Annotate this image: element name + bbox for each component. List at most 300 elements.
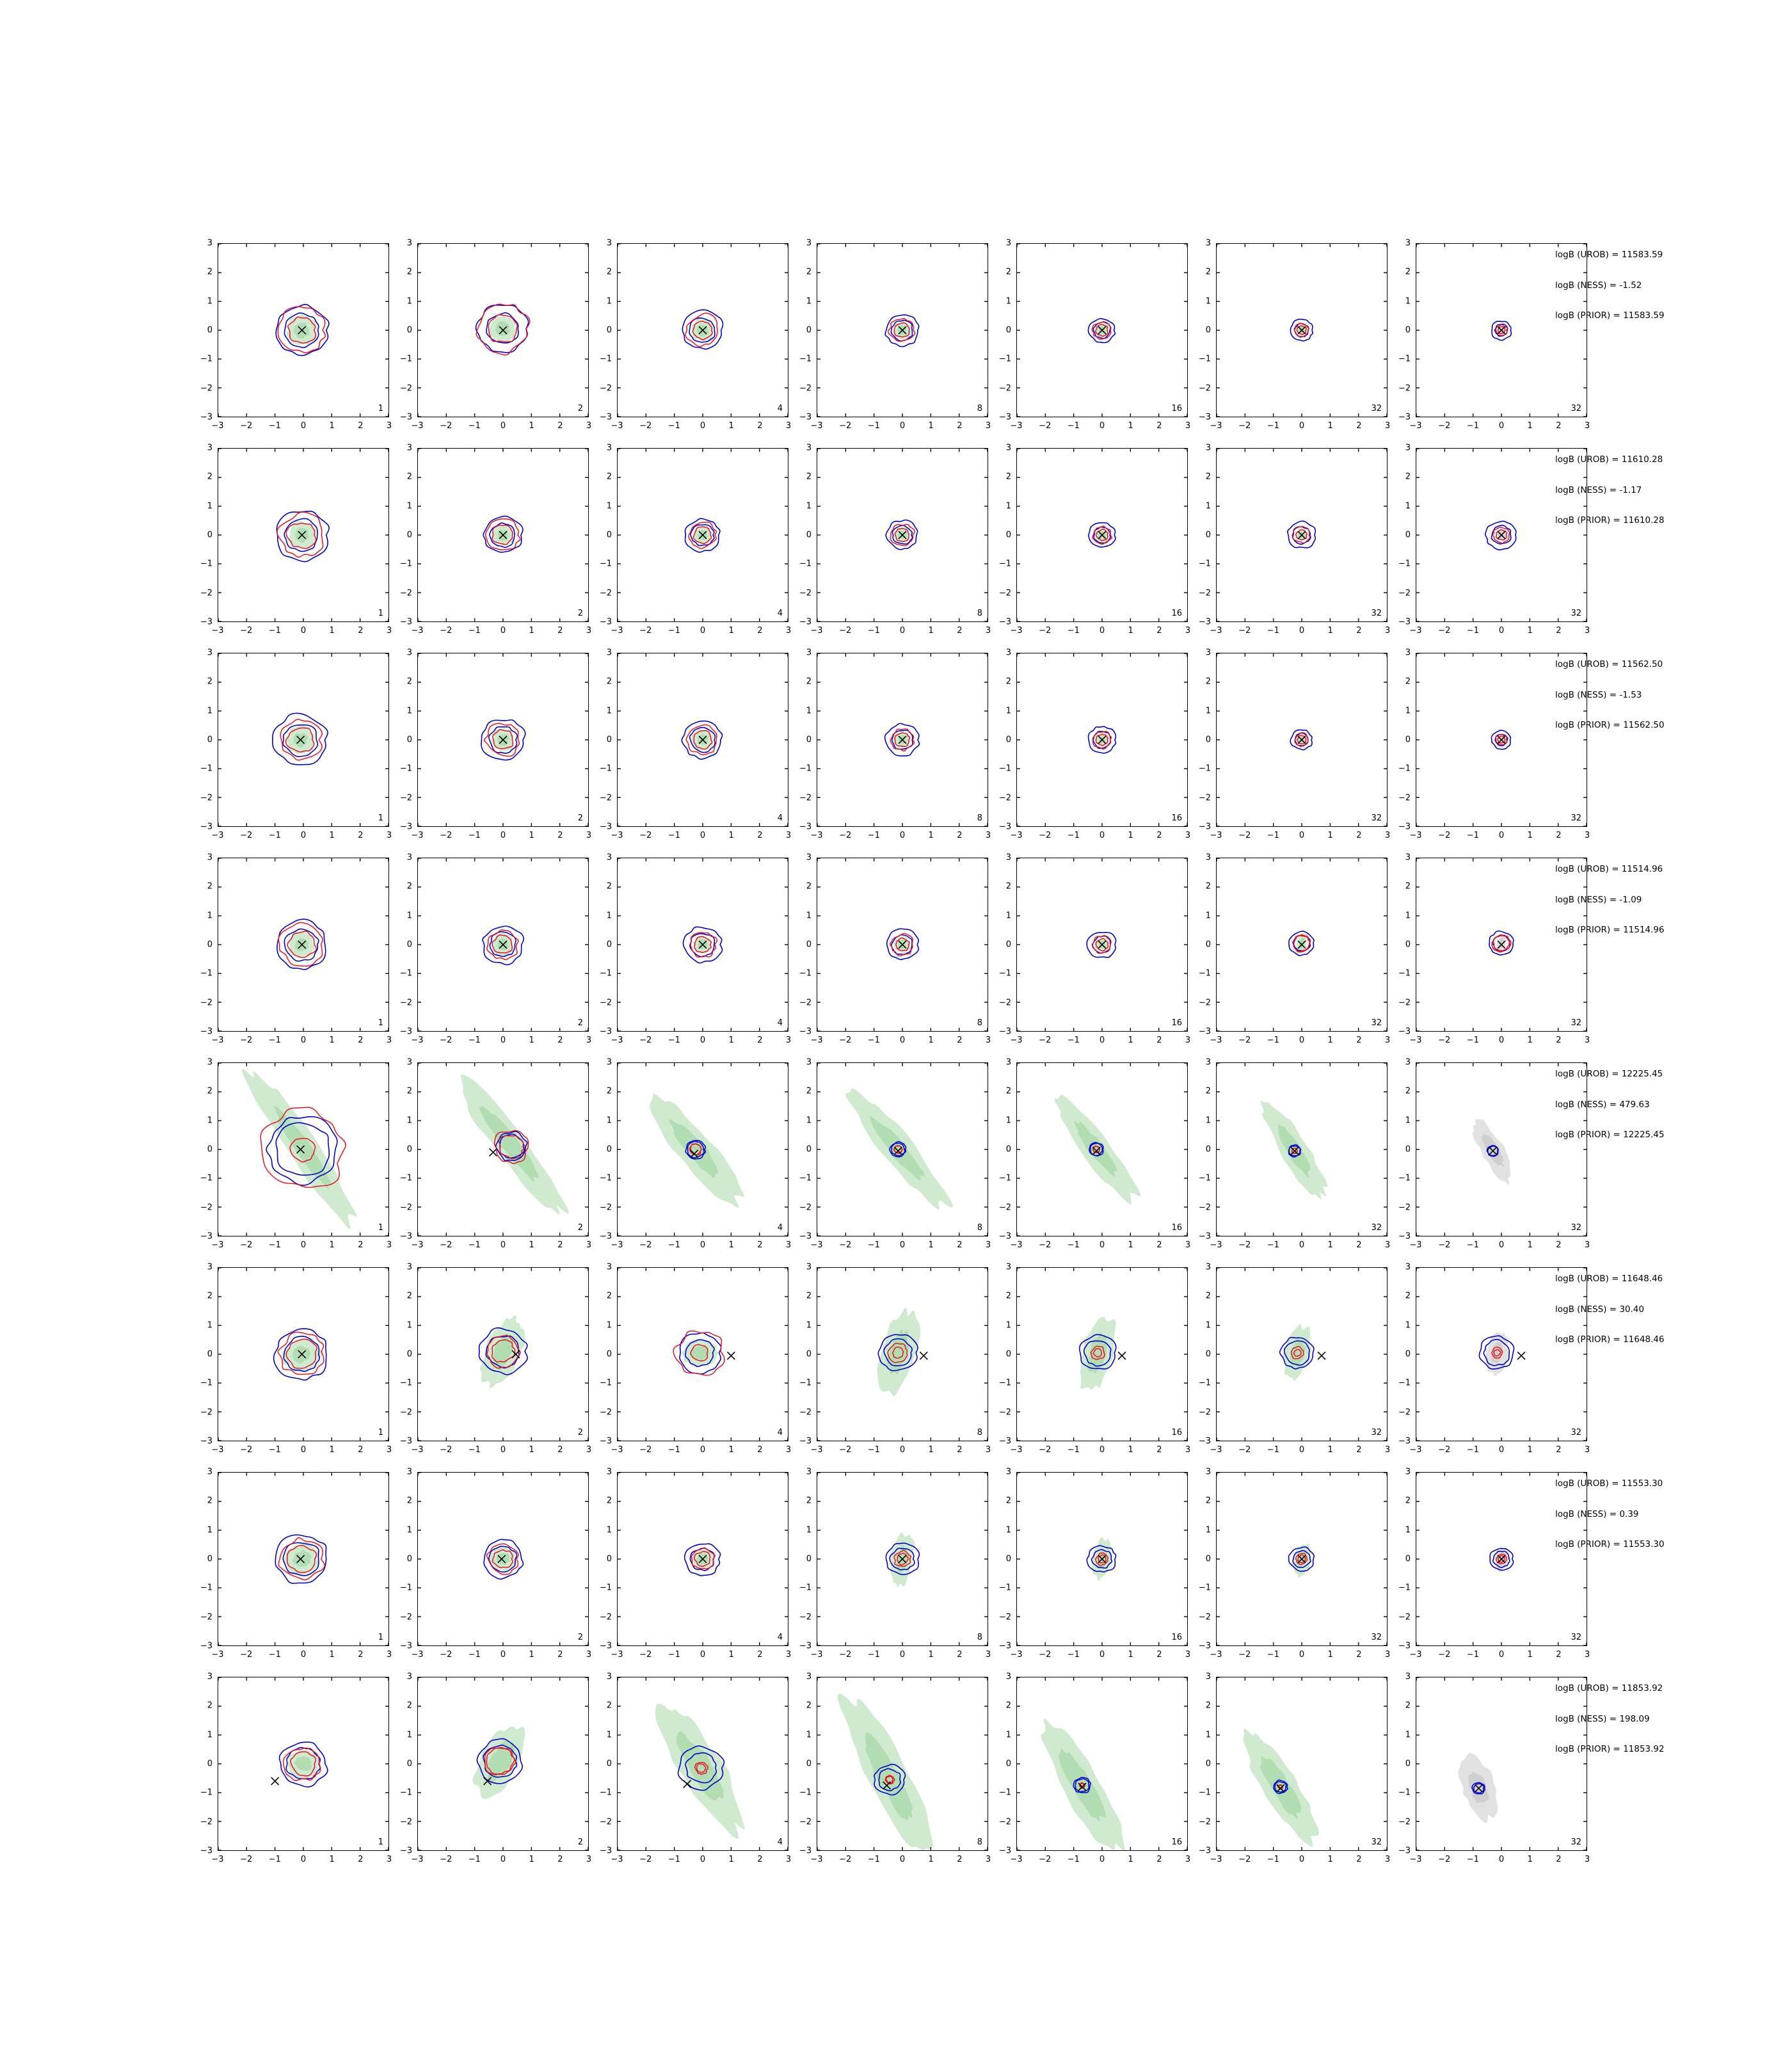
y-tick-label: −3	[599, 412, 612, 422]
x-tick-label: −2	[1438, 1240, 1451, 1250]
y-tick-label: −3	[1198, 412, 1211, 422]
x-tick-label: −1	[268, 1240, 281, 1250]
x-tick-label: 0	[1099, 1445, 1105, 1455]
x-tick-label: −2	[1238, 1650, 1251, 1660]
y-tick-label: 2	[1205, 881, 1211, 892]
y-tick-label: 1	[1405, 296, 1411, 307]
x-tick-label: −2	[1238, 1240, 1251, 1250]
contour-panel-r1-c3	[799, 443, 991, 636]
x-tick-label: −1	[1067, 1650, 1080, 1660]
x-tick-label: 1	[1327, 421, 1333, 431]
x-tick-label: 3	[1584, 421, 1590, 431]
x-tick-label: 3	[386, 1445, 392, 1455]
y-tick-label: 0	[1405, 735, 1411, 745]
x-tick-label: 1	[728, 1650, 734, 1660]
x-tick-label: 3	[1584, 1445, 1590, 1455]
x-tick-label: 3	[1185, 1650, 1191, 1660]
y-tick-label: 3	[1005, 648, 1011, 658]
y-tick-label: 2	[1205, 1700, 1211, 1711]
x-tick-label: 1	[529, 1240, 534, 1250]
panel-count-label: 16	[1171, 609, 1182, 618]
y-tick-label: −1	[1198, 1173, 1211, 1183]
y-tick-label: 3	[1405, 648, 1411, 658]
x-tick-label: 1	[529, 1445, 534, 1455]
y-tick-label: 0	[606, 1144, 612, 1155]
y-tick-label: −1	[1398, 764, 1411, 774]
x-tick-label: 2	[1356, 421, 1362, 431]
panel-count-label: 32	[1571, 813, 1581, 823]
x-tick-label: 1	[529, 421, 534, 431]
x-tick-label: −1	[668, 1240, 680, 1250]
x-tick-label: 3	[1584, 831, 1590, 840]
x-tick-label: −2	[1438, 421, 1451, 431]
contour-panel-r5-c2	[599, 1262, 792, 1455]
y-tick-label: 3	[806, 648, 812, 658]
row-annotation-block	[1555, 1070, 1773, 1162]
contour-panel-r3-c5	[1198, 852, 1391, 1045]
x-tick-label: 2	[557, 1036, 563, 1045]
y-tick-label: −3	[998, 617, 1011, 627]
x-tick-label: 3	[1384, 1855, 1391, 1864]
x-tick-label: 3	[386, 626, 392, 636]
x-tick-label: 2	[557, 1650, 563, 1660]
x-tick-label: −2	[1238, 1445, 1251, 1455]
plot-axes	[417, 243, 589, 417]
y-tick-label: −2	[1398, 1612, 1411, 1622]
x-tick-label: 3	[785, 1240, 792, 1250]
contour-panel-r2-c5	[1198, 648, 1391, 840]
y-tick-label: −3	[200, 1846, 212, 1856]
contour-panel-r0-c3	[799, 238, 991, 431]
y-tick-label: −3	[1398, 1231, 1411, 1242]
x-tick-label: −3	[1409, 1650, 1422, 1660]
contour-panel-r4-c4	[998, 1057, 1191, 1250]
x-tick-label: 1	[928, 1445, 934, 1455]
x-tick-label: 2	[757, 1855, 763, 1864]
x-tick-label: 2	[1556, 1445, 1562, 1455]
contour-panel-r4-c0	[200, 1057, 392, 1250]
y-tick-label: −3	[998, 1231, 1011, 1242]
y-tick-label: 1	[806, 1525, 812, 1535]
x-tick-label: 0	[899, 831, 906, 840]
y-tick-label: 1	[1205, 911, 1211, 921]
x-tick-label: 2	[1156, 1650, 1162, 1660]
panel-count-label: 2	[577, 1428, 583, 1437]
y-tick-label: −3	[599, 822, 612, 832]
plot-axes	[817, 1267, 988, 1441]
x-tick-label: −3	[810, 1855, 823, 1864]
x-tick-label: −2	[440, 1650, 452, 1660]
plot-axes	[617, 1267, 788, 1441]
y-tick-label: −3	[799, 1436, 812, 1446]
x-tick-label: 0	[1099, 1855, 1105, 1864]
panel-count-label: 4	[777, 813, 783, 823]
panel-count-label: 8	[977, 609, 982, 618]
y-tick-label: 2	[806, 472, 812, 482]
x-tick-label: 2	[757, 1036, 763, 1045]
y-tick-label: 2	[606, 267, 612, 277]
x-tick-label: −2	[1039, 1855, 1052, 1864]
x-tick-label: 0	[700, 1036, 706, 1045]
x-tick-label: −3	[211, 831, 224, 840]
y-tick-label: −2	[200, 1203, 212, 1213]
x-tick-label: −2	[839, 1855, 852, 1864]
contour-panel-r6-c5	[1198, 1467, 1391, 1660]
x-tick-label: 3	[1584, 626, 1590, 636]
y-tick-label: 3	[406, 1262, 412, 1272]
x-tick-label: 1	[1327, 1445, 1333, 1455]
x-tick-label: 0	[300, 1240, 307, 1250]
y-tick-label: −2	[399, 588, 412, 598]
y-tick-label: −3	[399, 1231, 412, 1242]
y-tick-label: 3	[606, 648, 612, 658]
x-tick-label: 0	[1099, 1650, 1105, 1660]
x-tick-label: 3	[1584, 1036, 1590, 1045]
x-tick-label: 0	[1099, 626, 1105, 636]
contour-panel-r3-c4	[998, 852, 1191, 1045]
x-tick-label: −2	[440, 831, 452, 840]
y-tick-label: 1	[1205, 1320, 1211, 1331]
contour-panel-r0-c4	[998, 238, 1191, 431]
x-tick-label: 3	[1185, 1855, 1191, 1864]
y-tick-label: 2	[606, 1291, 612, 1301]
contour-panel-r1-c2	[599, 443, 792, 636]
panel-count-label: 16	[1171, 813, 1182, 823]
x-tick-label: 2	[358, 1240, 364, 1250]
y-tick-label: 3	[406, 443, 412, 453]
panel-count-label: 4	[777, 609, 783, 618]
x-tick-label: 3	[785, 1855, 792, 1864]
y-tick-label: 0	[1405, 1759, 1411, 1769]
x-tick-label: −3	[611, 626, 623, 636]
y-tick-label: −1	[200, 354, 212, 364]
x-tick-label: 2	[557, 831, 563, 840]
y-tick-label: −3	[1398, 412, 1411, 422]
y-tick-label: −3	[998, 1641, 1011, 1651]
y-tick-label: 0	[1205, 735, 1211, 745]
y-tick-label: 1	[207, 501, 212, 511]
x-tick-label: −1	[668, 421, 680, 431]
y-tick-label: 2	[207, 1291, 212, 1301]
x-tick-label: −3	[1010, 1445, 1023, 1455]
x-tick-label: 1	[1527, 1445, 1533, 1455]
contour-panel-r0-c5	[1198, 238, 1391, 431]
x-tick-label: 1	[329, 1445, 335, 1455]
y-tick-label: 2	[606, 1086, 612, 1096]
y-tick-label: 1	[1205, 1525, 1211, 1535]
x-tick-label: −2	[1238, 831, 1251, 840]
x-tick-label: −3	[211, 1650, 224, 1660]
x-tick-label: −3	[1210, 1855, 1222, 1864]
y-tick-label: 2	[406, 1496, 412, 1506]
y-tick-label: 1	[806, 1320, 812, 1331]
y-tick-label: 3	[1205, 852, 1211, 863]
x-tick-label: 3	[985, 1650, 991, 1660]
y-tick-label: −3	[399, 1027, 412, 1037]
y-tick-label: 3	[1405, 1672, 1411, 1682]
plot-axes	[218, 1062, 389, 1236]
y-tick-label: 2	[1005, 1496, 1011, 1506]
x-tick-label: 3	[586, 1036, 592, 1045]
x-tick-label: 3	[586, 1855, 592, 1864]
x-tick-label: −3	[1210, 1036, 1222, 1045]
y-tick-label: 1	[1005, 296, 1011, 307]
plot-axes	[1216, 1267, 1388, 1441]
y-tick-label: −2	[599, 1407, 612, 1418]
x-tick-label: 3	[586, 1240, 592, 1250]
x-tick-label: 2	[358, 626, 364, 636]
x-tick-label: −3	[810, 1650, 823, 1660]
x-tick-label: 0	[1498, 421, 1505, 431]
x-tick-label: 1	[1128, 831, 1133, 840]
y-tick-label: 0	[1205, 1349, 1211, 1359]
x-tick-label: 0	[700, 626, 706, 636]
y-tick-label: −2	[998, 588, 1011, 598]
y-tick-label: −3	[1198, 822, 1211, 832]
y-tick-label: −3	[399, 617, 412, 627]
annotation-line: logB (PRIOR) = 11514.96	[1555, 925, 1665, 935]
y-tick-label: 3	[806, 1672, 812, 1682]
x-tick-label: 1	[1327, 1240, 1333, 1250]
plot-axes	[1216, 1062, 1388, 1236]
x-tick-label: 2	[1556, 1650, 1562, 1660]
x-tick-label: −3	[411, 421, 424, 431]
x-tick-label: −1	[1067, 1240, 1080, 1250]
y-tick-label: −2	[998, 383, 1011, 394]
plot-axes	[417, 1267, 589, 1441]
x-tick-label: 3	[1384, 626, 1391, 636]
y-tick-label: 1	[806, 911, 812, 921]
x-tick-label: 0	[300, 1650, 307, 1660]
y-tick-label: 2	[806, 1700, 812, 1711]
x-tick-label: −3	[1010, 1036, 1023, 1045]
x-tick-label: 2	[1556, 1240, 1562, 1250]
y-tick-label: 3	[806, 1057, 812, 1068]
x-tick-label: −3	[1409, 831, 1422, 840]
contour-panel-r4-c2	[599, 1057, 792, 1250]
y-tick-label: 2	[1405, 1700, 1411, 1711]
y-tick-label: 0	[1005, 1554, 1011, 1564]
x-tick-label: −3	[1010, 626, 1023, 636]
annotation-line: logB (PRIOR) = 11610.28	[1555, 515, 1665, 525]
x-tick-label: −2	[240, 1445, 253, 1455]
x-tick-label: 2	[1356, 626, 1362, 636]
y-tick-label: 2	[207, 267, 212, 277]
x-tick-label: 1	[329, 1650, 335, 1660]
y-tick-label: 2	[1205, 267, 1211, 277]
y-tick-label: −2	[1198, 588, 1211, 598]
x-tick-label: 0	[899, 1855, 906, 1864]
x-tick-label: −2	[1438, 1445, 1451, 1455]
y-tick-label: 2	[806, 1086, 812, 1096]
y-tick-label: −3	[1198, 1436, 1211, 1446]
y-tick-label: 3	[606, 1262, 612, 1272]
contour-panel-r1-c1	[399, 443, 592, 636]
y-tick-label: 2	[1005, 1291, 1011, 1301]
annotation-line: logB (NESS) = 0.39	[1555, 1508, 1639, 1519]
y-tick-label: 3	[1405, 852, 1411, 863]
x-tick-label: −1	[668, 1650, 680, 1660]
y-tick-label: 0	[207, 1554, 212, 1564]
y-tick-label: 0	[1005, 1759, 1011, 1769]
x-tick-label: 3	[1384, 1240, 1391, 1250]
y-tick-label: −2	[599, 793, 612, 803]
y-tick-label: −2	[599, 998, 612, 1008]
y-tick-label: −1	[998, 1788, 1011, 1798]
y-tick-label: −1	[1398, 1788, 1411, 1798]
x-tick-label: −2	[240, 626, 253, 636]
row-annotation-block	[1555, 251, 1773, 342]
x-tick-label: 3	[985, 1445, 991, 1455]
annotation-line: logB (UROB) = 11583.59	[1555, 250, 1663, 260]
plot-axes	[817, 1677, 988, 1851]
y-tick-label: −3	[998, 1027, 1011, 1037]
x-tick-label: −2	[839, 1240, 852, 1250]
contour-panel-r2-c3	[799, 648, 991, 840]
contour-panel-r7-c1	[399, 1672, 592, 1864]
plot-axes	[1016, 1677, 1188, 1851]
y-tick-label: 0	[606, 940, 612, 950]
y-tick-label: 0	[207, 735, 212, 745]
y-tick-label: 0	[207, 940, 212, 950]
x-tick-label: −2	[639, 1650, 652, 1660]
y-tick-label: −2	[399, 383, 412, 394]
y-tick-label: 2	[606, 676, 612, 687]
x-tick-label: −3	[411, 1650, 424, 1660]
x-tick-label: 1	[1327, 1855, 1333, 1864]
y-tick-label: 1	[1005, 501, 1011, 511]
plot-axes	[617, 1677, 788, 1851]
y-tick-label: 1	[406, 501, 412, 511]
y-tick-label: 0	[1005, 940, 1011, 950]
plot-axes	[218, 243, 389, 417]
plot-axes	[1216, 653, 1388, 827]
x-tick-label: 1	[1527, 1240, 1533, 1250]
x-tick-label: 0	[1498, 1650, 1505, 1660]
x-tick-label: 1	[928, 1855, 934, 1864]
x-tick-label: −2	[639, 1855, 652, 1864]
y-tick-label: 1	[606, 706, 612, 716]
x-tick-label: −2	[1238, 1036, 1251, 1045]
y-tick-label: 3	[406, 1057, 412, 1068]
y-tick-label: −1	[799, 764, 812, 774]
y-tick-label: −3	[799, 1846, 812, 1856]
x-tick-label: −3	[1210, 1240, 1222, 1250]
contour-panel-r3-c1	[399, 852, 592, 1045]
x-tick-label: −3	[810, 1036, 823, 1045]
x-tick-label: −1	[1466, 1036, 1479, 1045]
panel-count-label: 4	[777, 1428, 783, 1437]
plot-axes	[617, 858, 788, 1032]
annotation-line: logB (UROB) = 11553.30	[1555, 1478, 1663, 1489]
x-tick-label: 0	[1498, 1445, 1505, 1455]
y-tick-label: −2	[998, 793, 1011, 803]
x-tick-label: 3	[985, 1036, 991, 1045]
y-tick-label: −1	[998, 1583, 1011, 1593]
x-tick-label: 0	[899, 626, 906, 636]
x-tick-label: 3	[1584, 1650, 1590, 1660]
y-tick-label: −2	[1198, 1817, 1211, 1827]
y-tick-label: 2	[806, 1291, 812, 1301]
x-tick-label: 3	[985, 831, 991, 840]
x-tick-label: −3	[1409, 1855, 1422, 1864]
x-tick-label: 1	[728, 831, 734, 840]
x-tick-label: −3	[1010, 1240, 1023, 1250]
y-tick-label: 0	[406, 1554, 412, 1564]
x-tick-label: −3	[611, 1036, 623, 1045]
y-tick-label: 0	[1405, 1144, 1411, 1155]
contour-panel-r3-c3	[799, 852, 991, 1045]
plot-axes	[1016, 1062, 1188, 1236]
y-tick-label: −2	[599, 383, 612, 394]
y-tick-label: −1	[1198, 968, 1211, 979]
y-tick-label: −2	[799, 1203, 812, 1213]
panel-count-label: 8	[977, 1633, 982, 1642]
x-tick-label: 0	[899, 1240, 906, 1250]
y-tick-label: 1	[1405, 706, 1411, 716]
x-tick-label: 2	[757, 626, 763, 636]
y-tick-label: −3	[1398, 617, 1411, 627]
panel-count-label: 4	[777, 404, 783, 413]
x-tick-label: 0	[1299, 1036, 1305, 1045]
y-tick-label: 0	[207, 1144, 212, 1155]
plot-axes	[1016, 653, 1188, 827]
x-tick-label: 1	[728, 1855, 734, 1864]
y-tick-label: 3	[606, 1467, 612, 1477]
x-tick-label: −2	[440, 1855, 452, 1864]
y-tick-label: −1	[1198, 1378, 1211, 1388]
y-tick-label: 3	[1205, 1467, 1211, 1477]
plot-axes	[417, 1677, 589, 1851]
x-tick-label: −3	[810, 421, 823, 431]
x-tick-label: 1	[329, 1240, 335, 1250]
panel-count-label: 1	[378, 1223, 383, 1233]
y-tick-label: −3	[200, 1436, 212, 1446]
row-annotation-block	[1555, 660, 1773, 752]
y-tick-label: −1	[1398, 1378, 1411, 1388]
plot-axes	[617, 243, 788, 417]
x-tick-label: −3	[1010, 421, 1023, 431]
y-tick-label: 0	[806, 1144, 812, 1155]
plot-axes	[218, 858, 389, 1032]
y-tick-label: −2	[399, 1817, 412, 1827]
x-tick-label: 2	[1356, 1855, 1362, 1864]
x-tick-label: 0	[500, 1240, 506, 1250]
plot-axes	[617, 653, 788, 827]
x-tick-label: −2	[1039, 421, 1052, 431]
panel-count-label: 8	[977, 1428, 982, 1437]
contour-panel-r0-c0	[200, 238, 392, 431]
x-tick-label: −3	[1210, 1445, 1222, 1455]
x-tick-label: 1	[1527, 831, 1533, 840]
x-tick-label: 3	[1384, 421, 1391, 431]
x-tick-label: −1	[468, 1855, 481, 1864]
x-tick-label: −1	[468, 1240, 481, 1250]
y-tick-label: −2	[399, 1612, 412, 1622]
annotation-line: logB (NESS) = -1.53	[1555, 689, 1642, 700]
y-tick-label: 1	[1205, 1730, 1211, 1740]
x-tick-label: 0	[1299, 1240, 1305, 1250]
x-tick-label: 1	[1128, 626, 1133, 636]
y-tick-label: 0	[806, 1349, 812, 1359]
x-tick-label: −1	[268, 831, 281, 840]
y-tick-label: −3	[799, 617, 812, 627]
annotation-line: logB (UROB) = 11648.46	[1555, 1274, 1663, 1284]
y-tick-label: −2	[1198, 793, 1211, 803]
x-tick-label: −2	[240, 831, 253, 840]
y-tick-label: 3	[1005, 1672, 1011, 1682]
contour-panel-r5-c4	[998, 1262, 1191, 1455]
